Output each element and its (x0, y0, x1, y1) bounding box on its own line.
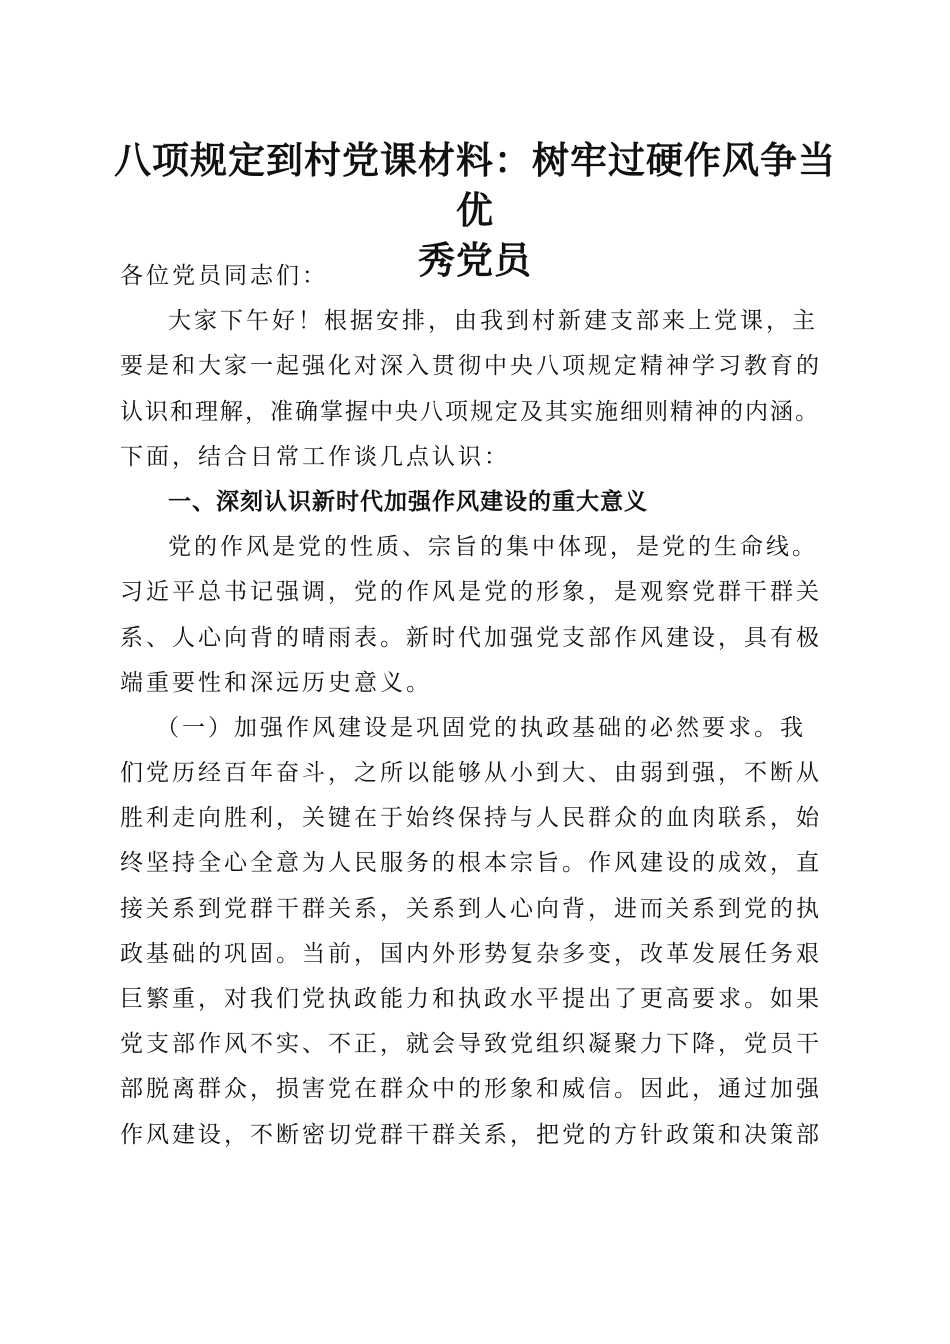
subsection-1-paragraph (120, 706, 832, 1158)
paragraph-line: 党的作风是党的性质、宗旨的集中体现，是党的生命线。 (168, 534, 818, 561)
paragraph-line: 胜利走向胜利，关键在于始终保持与人民群众的血肉联系，始 (120, 805, 822, 832)
section-heading: 一、深刻认识新时代加强作风建设的重大意义 (168, 488, 648, 515)
paragraph-line: 党支部作风不实、不正，就会导致党组织凝聚力下降，党员干 (120, 1031, 822, 1058)
paragraph-line: 政基础的巩固。当前，国内外形势复杂多变，改革发展任务艰 (120, 940, 822, 967)
paragraph-line: 要是和大家一起强化对深入贯彻中央八项规定精神学习教育的 (120, 353, 822, 380)
paragraph-line: （一）加强作风建设是巩固党的执政基础的必然要求。我 (156, 714, 806, 741)
paragraph-line: 巨繁重，对我们党执政能力和执政水平提出了更高要求。如果 (120, 986, 822, 1012)
paragraph-line: 习近平总书记强调，党的作风是党的形象，是观察党群干群关 (120, 579, 822, 606)
paragraph-line: 大家下午好！根据安排，由我到村新建支部来上党课，主 (168, 308, 818, 335)
paragraph-line: 认识和理解，准确掌握中央八项规定及其实施细则精神的内涵。 (120, 398, 820, 425)
greeting: 各位党员同志们： (120, 263, 328, 289)
paragraph-line: 部脱离群众，损害党在群众中的形象和威信。因此，通过加强 (120, 1076, 822, 1103)
paragraph-line: 终坚持全心全意为人民服务的根本宗旨。作风建设的成效，直 (120, 850, 822, 877)
title-line-1: 八项规定到村党课材料：树牢过硬作风争当优 (114, 139, 836, 232)
paragraph-line: 系、人心向背的晴雨表。新时代加强党支部作风建设，具有极 (120, 624, 822, 651)
section-1-paragraph (120, 525, 832, 706)
paragraph-line: 端重要性和深远历史意义。 (120, 669, 432, 696)
paragraph-line: 接关系到党群干群关系，关系到人心向背，进而关系到党的执 (120, 895, 822, 922)
intro-paragraph (120, 299, 832, 480)
paragraph-line: 下面，结合日常工作谈几点认识： (120, 443, 510, 470)
title-line-2: 秀党员 (418, 239, 532, 282)
paragraph-line: 作风建设，不断密切党群干群关系，把党的方针政策和决策部 (120, 1121, 822, 1148)
paragraph-line: 们党历经百年奋斗，之所以能够从小到大、由弱到强，不断从 (120, 760, 822, 787)
document-body (120, 254, 832, 1158)
